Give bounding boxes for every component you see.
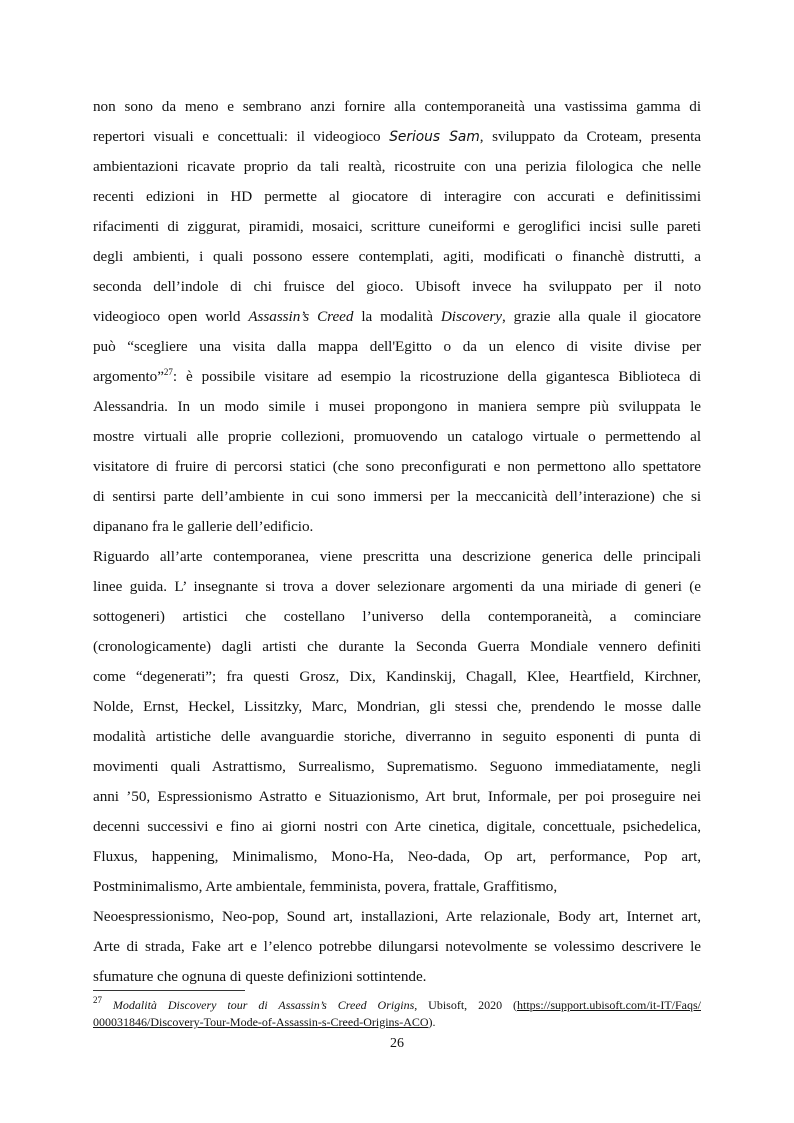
- game-title-assassins-creed: Assassin’s Creed: [248, 308, 354, 325]
- text-line: Neoespressionismo, Neo-pop, Sound art, installazioni, Arte relazionale, Body art, Internet art,: [93, 908, 701, 925]
- text-line: mostre virtuali alle proprie collezioni, promuovendo un catalogo virtuale o permettendo al: [93, 428, 701, 445]
- footnote-line: $^{27}$ Modalità Discovery tour di Assassin’s Creed Origins, Ubisoft, 2020 (https://support.ubisoft.com/it-IT/Faqs/: [93, 995, 701, 1012]
- text-line: visitatore di fruire di percorsi statici (che sono preconfigurati e non permettono allo spettatore: [93, 458, 701, 475]
- footnote-separator: [93, 990, 245, 991]
- text-line: ambientazioni ricavate proprio da tali realtà, ricostruite con una perizia filologica che nelle: [93, 158, 701, 175]
- text-line: degli ambienti, i quali possono essere contemplati, agiti, modificati o financhè distrutti, a: [93, 248, 701, 265]
- text-line: come “degenerati”; fra questi Grosz, Dix, Kandinskij, Chagall, Klee, Heartfield, Kirchner,: [93, 668, 701, 685]
- text-line: (cronologicamente) dagli artisti che durante la Seconda Guerra Mondiale vennero definiti: [93, 638, 701, 655]
- game-title-serious-sam: Serious Sam: [389, 129, 480, 145]
- text-line: di sentirsi parte dell’ambiente in cui sono immersi per la meccanicità dell’interazione) che si: [93, 488, 701, 505]
- text-line: Fluxus, happening, Minimalismo, Mono-Ha, Neo-dada, Op art, performance, Pop art,: [93, 848, 701, 865]
- text-line: seconda dell’indole di chi fruisce del gioco. Ubisoft invece ha sviluppato per il noto: [93, 278, 701, 295]
- text-line: decenni successivi e fino ai giorni nostri con Arte cinetica, digitale, concettuale, psichedelica,: [93, 818, 701, 835]
- page-number: 26: [390, 1036, 404, 1051]
- text-line: può “scegliere una visita dalla mappa dell'Egitto o da un elenco di visite divise per: [93, 338, 701, 355]
- footnote-ref: 27: [163, 367, 173, 377]
- text-line: sfumature che ognuna di queste definizioni sottintende.: [93, 968, 427, 985]
- footnote-line: 000031846/Discovery-Tour-Mode-of-Assassin-s-Creed-Origins-ACO).: [93, 1015, 436, 1029]
- text-line: sottogeneri) artistici che costellano l’universo della contemporaneità, a cominciare: [93, 608, 701, 625]
- text-line: anni ’50, Espressionismo Astratto e Situazionismo, Art brut, Informale, per poi proseguire nei: [93, 788, 701, 805]
- text-line: dipanano fra le gallerie dell’edificio.: [93, 518, 314, 535]
- text-line: Riguardo all’arte contemporanea, viene prescritta una descrizione generica delle principali: [93, 548, 701, 565]
- body-text: [93, 92, 701, 992]
- text-line: repertori visuali e concettuali: il videogioco Serious Sam, sviluppato da Croteam, presenta: [93, 128, 701, 145]
- footnote: [93, 997, 701, 1031]
- footnote-title: Modalità Discovery tour di Assassin’s Creed Origins: [112, 998, 415, 1012]
- text-line: movimenti quali Astrattismo, Surrealismo, Suprematismo. Seguono immediatamente, negli: [93, 758, 701, 775]
- text-line: modalità artistiche delle avanguardie storiche, diverranno in seguito esponenti di punta di: [93, 728, 701, 745]
- footnote-link[interactable]: https://support.ubisoft.com/it-IT/Faqs/: [517, 998, 701, 1012]
- text-line: videogioco open world Assassin’s Creed la modalità Discovery, grazie alla quale il giocatore: [93, 308, 701, 325]
- text-line: non sono da meno e sembrano anzi fornire alla contemporaneità una vastissima gamma di: [93, 98, 701, 115]
- text-line: Alessandria. In un modo simile i musei propongono in maniera sempre più sviluppata le: [93, 398, 701, 415]
- mode-discovery: Discovery: [440, 308, 502, 325]
- text-line: argomento”$^{27}$: è possibile visitare ad esempio la ricostruzione della gigantesca Biblioteca di: [93, 367, 701, 385]
- text-line: Arte di strada, Fake art e l’elenco potrebbe dilungarsi notevolmente se volessimo descrivere le: [93, 938, 701, 955]
- footnote-link-continued[interactable]: 000031846/Discovery-Tour-Mode-of-Assassin-s-Creed-Origins-ACO: [93, 1015, 429, 1029]
- text-line: Nolde, Ernst, Heckel, Lissitzky, Marc, Mondrian, gli stessi che, prendendo le mosse dalle: [93, 698, 701, 715]
- text-line: rifacimenti di ziggurat, piramidi, mosaici, scritture cuneiformi e geroglifici incisi sulle pareti: [93, 218, 701, 235]
- text-line: recenti edizioni in HD permette al giocatore di interagire con accurati e definitissimi: [93, 188, 701, 205]
- text-line: linee guida. L’ insegnante si trova a dover selezionare argomenti da una miriade di generi (e: [93, 578, 701, 595]
- footnote-number: 27: [93, 995, 102, 1005]
- text-line: Postminimalismo, Arte ambientale, femminista, povera, frattale, Graffitismo,: [93, 878, 558, 895]
